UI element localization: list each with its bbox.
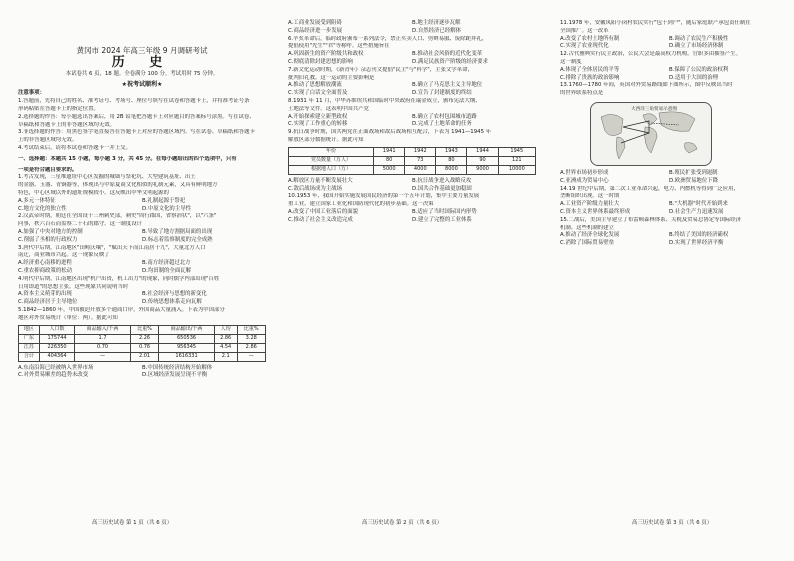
- option-a: A.改变了农村土地所有制: [560, 35, 620, 42]
- table-cell: 226350: [39, 343, 74, 352]
- question-text: 11.1978 年，安徽凤阳小岗村农民实行"包干到户"，随后家庭联产承包责任制在: [560, 20, 751, 26]
- question-text: 8.1931 年 11 月，中华苏维埃共和国临时中央政府在瑞金成立，颁布宪法大纲、: [288, 97, 481, 104]
- option-a: A.加强了中央对地方的控制: [18, 228, 83, 235]
- question-text: 土地法等文件。这表明中国共产党: [288, 105, 369, 112]
- table-cell: —: [237, 352, 266, 361]
- options: [288, 82, 536, 98]
- option-a: A.工商业发展受到阻碍: [288, 20, 342, 26]
- question-text: 6.辛亥革命后，临时政府颁布一系列法令，禁止买卖人口、剪辫易服、废除跪拜礼，: [288, 35, 488, 42]
- table-header-cell: 商品输出/千两: [159, 325, 215, 334]
- section-heading-cont: 一项是符合题目要求的。: [18, 166, 78, 173]
- question-9: [288, 129, 536, 193]
- question-text: 1.考古发现，三星堆遗址中心区发掘的城墙与祭祀坑、大型建筑基址、出土: [18, 174, 196, 181]
- option-c: C.削弱了丞相的行政权力: [18, 236, 78, 243]
- option-d: D.自然经济已经解体: [412, 27, 461, 34]
- notice-line: 3.非选择题的作答：用黑色签字笔直接答在答题卡上对应的答题区域内。写在试卷、草稿纸和答题卡: [18, 129, 255, 136]
- option-a: A.解放区力量不断发展壮大: [288, 177, 353, 184]
- option-d: D.社会生产力迅速发展: [669, 208, 724, 215]
- option-b: B.推动社会风俗的近代化变革: [412, 51, 483, 58]
- question-text: 14.19 世纪中后期，第二次工业革命兴起，电力、内燃机等得到广泛应用，: [560, 185, 739, 192]
- option-b: B.适应了当时国际国内形势: [412, 208, 477, 215]
- question-2: [18, 213, 266, 244]
- carryover-options: [288, 20, 536, 36]
- table-cell: 80: [374, 156, 405, 165]
- table-cell: 4000: [405, 165, 436, 174]
- question-text: 南迁，商业城市兴起。这一现象反映了: [18, 252, 110, 259]
- notice-line: 形码粘贴在答题卡上的指定位置。: [18, 105, 99, 112]
- options: [18, 365, 266, 381]
- option-d: D.实现了世界经济平衡: [669, 240, 724, 247]
- option-d: D.建立了完整的工业体系: [412, 216, 472, 223]
- option-d: D.国共合作基础更加稳固: [412, 185, 472, 192]
- option-b: B.中国传统经济结构开始解体: [142, 364, 213, 371]
- table-cell: 2.86: [237, 343, 266, 352]
- options: [288, 51, 536, 67]
- table-cell: 1.7: [75, 334, 131, 343]
- option-d: D.满足民族资产阶级的经济要求: [412, 58, 488, 65]
- option-a: A.东南沿海已经被纳入世界市场: [18, 364, 94, 371]
- question-12: [560, 51, 778, 82]
- table-cell: 4.54: [214, 343, 237, 352]
- question-4: [18, 276, 266, 307]
- question-14: [560, 186, 778, 217]
- option-c: C.重农抑商政策的松动: [18, 267, 72, 274]
- table-cell: 3.28: [237, 334, 266, 343]
- question-text: 10.1953 年，我国开始实施发展国民经济的第一个五年计划，集中主要力量发展: [288, 193, 480, 200]
- question-text: 9.抗日战争时期，国共两党在正面战场和敌后战场相互配合，下表为 1941—1945 年: [288, 129, 492, 136]
- question-15: [560, 217, 778, 248]
- question-text: 地区对外贸易统计（单位：两）。据此可知: [18, 314, 118, 321]
- option-c: C.排除了贵族的政治影响: [560, 74, 620, 81]
- table-cell: 合计: [19, 352, 40, 361]
- question-text: 垄断组织出现。这一时期: [560, 193, 620, 200]
- table-cell: 0.70: [75, 343, 131, 352]
- option-b: B.保障了公民的政治权利: [669, 66, 729, 73]
- trade-table: [18, 325, 266, 362]
- option-b: B."大机器"时代开始到来: [669, 201, 728, 208]
- question-1: [18, 174, 266, 213]
- option-c: C.彻底清除封建思想的影响: [288, 58, 353, 65]
- option-c: C.资本主义世界体系最终形成: [560, 208, 631, 215]
- table-cell: 80: [436, 156, 467, 165]
- table-cell: 73: [405, 156, 436, 165]
- option-c: C.消除了国际贸易壁垒: [560, 240, 614, 247]
- option-b: B.调动了农民生产积极性: [669, 35, 729, 42]
- option-c: C.推动了社会主义改造完成: [288, 216, 353, 223]
- notice-line: 草稿纸和答题卡上的非答题区域均无效。: [18, 121, 116, 128]
- notice-line: 上的非答题区域均无效。: [18, 137, 78, 144]
- question-text: 3.唐代中后期，江南地区"田畴沃壤"，"赋出天下而江南居十九"，大量北方人口: [18, 244, 206, 251]
- table-header-row: [19, 325, 266, 334]
- section-heading: 一、选择题：本题共 15 小题，每小题 3 分，共 45 分。在每小题给出的四个选项中，只有: [18, 155, 237, 162]
- page-3-column: [560, 20, 778, 248]
- option-a: A.推动了经济全球化发展: [560, 232, 620, 239]
- question-text: 7.新文化运动时期，《新青年》杂志刊文提倡"民主"与"科学"，主张文学革命，: [288, 66, 473, 73]
- statistics-table: [288, 147, 536, 175]
- option-d: D.完成了土地革命的任务: [412, 121, 472, 128]
- table-header-cell: 1944: [467, 147, 498, 156]
- options: [288, 178, 536, 194]
- question-text: 批判旧礼教。这一运动的主要影响是: [288, 74, 375, 81]
- table-header-cell: 商品输入/千两: [75, 325, 131, 334]
- table-cell: 江苏: [19, 343, 40, 352]
- option-b: B.殖民扩张受到遏制: [669, 169, 718, 176]
- option-c: C.实现了农业现代化: [560, 43, 609, 50]
- option-d: D.中原文化的主导性: [142, 205, 191, 212]
- option-b: B.确立了农村包围城市道路: [412, 113, 477, 120]
- option-c: C.实现了工作重心的转移: [288, 121, 348, 128]
- table-header-row: [289, 147, 536, 156]
- option-d: D.确立了市场经济体制: [669, 43, 724, 50]
- question-6: [288, 36, 536, 67]
- option-b: B.导致了地方割据局面的出现: [142, 228, 213, 235]
- table-cell: 广东: [19, 334, 40, 343]
- notice-line: 4.考试结束后，请将本试卷和答题卡一并上交。: [18, 144, 131, 151]
- question-text: 问事，秩六百石而监察二千石的郡守。这一制度设计: [18, 221, 142, 228]
- option-d: D.宣告了封建制度的终结: [412, 90, 472, 97]
- question-text: 日用即道"的思想主张。这些现象共同说明当时: [18, 283, 129, 290]
- table-cell: —: [75, 352, 131, 361]
- question-11: [560, 20, 778, 51]
- options: [560, 36, 778, 52]
- option-d: D.区域经济发展呈现不平衡: [142, 372, 208, 379]
- question-text: 解放区部分数据统计。据此可知: [288, 136, 364, 143]
- option-a: A.改变了中国工业落后的面貌: [288, 208, 358, 215]
- question-text: 的世界联系特点是: [560, 90, 604, 97]
- option-a: A.体现了全体居民的平等: [560, 66, 620, 73]
- options: [18, 198, 266, 214]
- option-d: D.均田制的全面瓦解: [142, 267, 191, 274]
- table-cell: 2.86: [214, 334, 237, 343]
- table-header-cell: 1943: [436, 147, 467, 156]
- table-cell: 10000: [498, 165, 535, 174]
- question-text: 这一制度: [560, 58, 582, 65]
- question-text: 13.1760—1780 年间，英国对外贸易路线如下图所示，图中反映出当时: [560, 82, 733, 89]
- question-text: 特色，中心区域以外的遗址规模较小。这反映出中华文明起源的: [18, 189, 169, 196]
- option-c: C.敌后战场成为主战场: [288, 185, 342, 192]
- option-c: C.实现了白话文全面普及: [288, 90, 348, 97]
- table-row: [19, 334, 266, 343]
- options: [288, 114, 536, 130]
- options: [288, 209, 536, 225]
- question-text: 提倡使用"先生""君"等称呼。这些措施旨在: [288, 43, 390, 50]
- table-row: [19, 352, 266, 361]
- notice-line: 2.选择题的作答：每小题选出答案后，用 2B 铅笔把答题卡上对应题目的答案标号涂黑。写在试卷、: [18, 113, 255, 120]
- options: [18, 229, 266, 245]
- option-b: B.南方经济超过北方: [142, 260, 191, 267]
- options: [18, 260, 266, 276]
- question-text: 5.1842—1860 年，中国被迫开放多个通商口岸，外国商品大量涌入。下表为中国部分: [18, 306, 225, 313]
- table-cell: 90: [467, 156, 498, 165]
- exam-subject: 历 史: [111, 55, 173, 70]
- option-a: A.世界市场初步形成: [560, 169, 609, 176]
- question-text: 全国推广。这一改革: [560, 27, 609, 34]
- option-b: B.社会经济与思想的新变化: [142, 291, 207, 298]
- table-header-cell: 比重%: [130, 325, 158, 334]
- question-3: [18, 245, 266, 276]
- option-a: A.开始探索建立新型政权: [288, 113, 348, 120]
- table-header-cell: 年份: [289, 147, 374, 156]
- table-header-cell: 1945: [498, 147, 535, 156]
- question-5: [18, 307, 266, 380]
- table-cell: 175744: [39, 334, 74, 343]
- question-10: [288, 193, 536, 224]
- option-b: B.抗日战争进入战略反攻: [412, 177, 472, 184]
- option-d: D.适用于大国的治理: [669, 74, 718, 81]
- table-cell: 956345: [159, 343, 215, 352]
- table-cell: 121: [498, 156, 535, 165]
- table-cell: 5000: [374, 165, 405, 174]
- question-8: [288, 98, 536, 129]
- option-c: C.商品经济进一步发展: [288, 27, 342, 34]
- good-luck-banner: ★祝考试顺利★: [121, 80, 163, 88]
- table-header-cell: 人均: [214, 325, 237, 334]
- question-text: 的金器、玉器、青铜器等，体现出与中原夏商文化相似的礼制元素，又具有鲜明地方: [18, 182, 218, 189]
- option-c: C.对外贸易顺差的趋势未改变: [18, 372, 89, 379]
- option-b: B.礼制起源于祭祀: [142, 197, 186, 204]
- option-c: C.地方文化的独立性: [18, 205, 67, 212]
- question-text: 机制。这些机制的建立: [560, 224, 614, 231]
- options: [560, 201, 778, 217]
- option-c: C.商品经济居于主导地位: [18, 299, 78, 306]
- exam-meta: 本试卷共 6 页，18 题。全卷满分 100 分。考试用时 75 分钟。: [65, 70, 219, 77]
- table-header-cell: 人口数: [39, 325, 74, 334]
- table-header-cell: 比重%: [237, 325, 266, 334]
- option-d: D.传统思想体系走向瓦解: [142, 299, 202, 306]
- question-13: [560, 82, 778, 185]
- notice-line: 1.答题前，先将自己的姓名、准考证号、考场号、座位号填写在试卷和答题卡上，并将准考证号条: [18, 98, 250, 105]
- option-b: B.地主经济逐步瓦解: [412, 20, 461, 26]
- table-cell: 2.1: [214, 352, 237, 361]
- option-b: B.终结了美国的经济霸权: [669, 232, 729, 239]
- option-b: B.确立了马克思主义主导地位: [412, 82, 483, 89]
- option-d: D.欧洲贸易地位下降: [669, 177, 718, 184]
- question-text: 15.二战后，美国主导建立了布雷顿森林体系、关税及贸易总协定等国际经济: [560, 216, 742, 223]
- option-a: A.多元一体特征: [18, 197, 56, 204]
- table-cell: 9000: [467, 165, 498, 174]
- options: [18, 291, 266, 307]
- option-a: A.资本主义萌芽的出现: [18, 291, 72, 298]
- trade-route-map: [590, 102, 712, 166]
- option-c: C.亚洲成为贸易中心: [560, 177, 609, 184]
- option-a: A.推动了思想解放潮流: [288, 82, 342, 89]
- question-text: 4.明代中后期，江南地区出现"机户出资，机工出力"的现象，同时儒学内部出现"百姓: [18, 275, 220, 282]
- options: [560, 232, 778, 248]
- table-cell: 0.76: [130, 343, 158, 352]
- table-cell: 1616331: [159, 352, 215, 361]
- question-7: [288, 67, 536, 98]
- page-1-column: [18, 20, 266, 380]
- page-footer-3: 高三历史试卷 第 3 页（共 6 页）: [632, 520, 713, 526]
- page-footer-1: 高三历史试卷 第 1 页（共 6 页）: [92, 520, 173, 526]
- question-text: 2.汉武帝时期，朝廷在全国设十三州刺史部，刺史"周行郡国，省察治状"，以"六条": [18, 213, 217, 220]
- table-cell: 650536: [159, 334, 215, 343]
- options: [560, 170, 778, 186]
- table-header-cell: 1941: [374, 147, 405, 156]
- page-2-column: [288, 20, 536, 225]
- table-header-cell: 1942: [405, 147, 436, 156]
- option-a: A.经济重心南移的进程: [18, 260, 72, 267]
- options: [560, 67, 778, 83]
- table-cell: 404364: [39, 352, 74, 361]
- table-cell: 2.01: [130, 352, 158, 361]
- table-cell: 党员数量（万人）: [289, 156, 374, 165]
- notice-title: 注意事项：: [18, 90, 45, 97]
- page-footer-2: 高三历史试卷 第 2 页（共 6 页）: [362, 520, 443, 526]
- notice-list: [18, 98, 266, 153]
- table-cell: 2.26: [130, 334, 158, 343]
- option-a: A.巩固新生的资产阶级共和政权: [288, 51, 364, 58]
- option-a: A.工业资产阶级力量壮大: [560, 201, 620, 208]
- question-text: 12.古代雅典实行民主政治，公民大会是最高权力机构，官职多由抽签产生。: [560, 51, 742, 58]
- option-d: D.标志着监察制度的完全成熟: [142, 236, 213, 243]
- table-header-cell: 地区: [19, 325, 40, 334]
- table-cell: 根据地人口（万）: [289, 165, 374, 174]
- map-caption: 大西洋三角贸易示意图: [631, 106, 677, 112]
- table-row: [289, 165, 536, 174]
- table-row: [289, 156, 536, 165]
- exam-header: 黄冈市 2024 年高三年级 9 月调研考试: [76, 46, 208, 55]
- table-row: [19, 343, 266, 352]
- table-cell: 8000: [436, 165, 467, 174]
- question-text: 重工业，建立国家工业化和国防现代化的初步基础。这一决策: [288, 201, 434, 208]
